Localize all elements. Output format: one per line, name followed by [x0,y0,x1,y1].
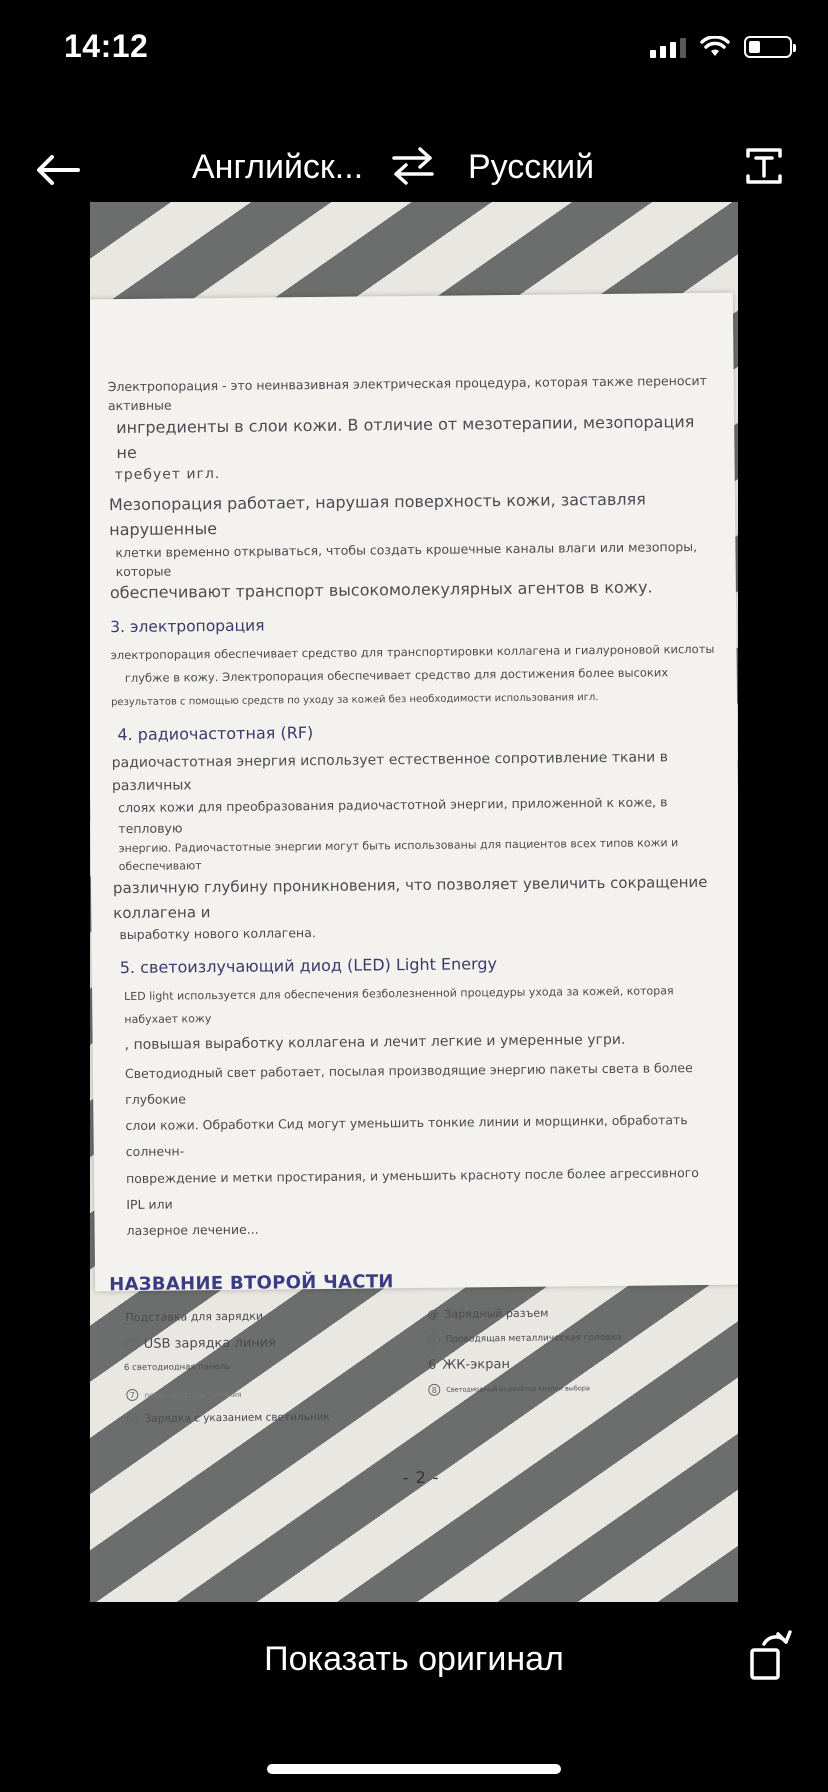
part-item [428,1332,622,1346]
part-label: Проводящая металлическая головка [445,1333,622,1346]
part-item [427,1307,548,1321]
part-item [125,1310,263,1324]
text-line: слоях кожи для преобразования радиочастотной энергии, приложенной к коже, в тепловую [118,794,668,837]
section-heading: 4. радиочастотная (RF) [117,723,314,745]
paragraph-mesoporation [109,487,714,606]
source-language-button[interactable]: Английск... [192,148,364,186]
top-toolbar [0,130,828,210]
part-number: 8 [428,1384,440,1396]
text-line: слои кожи. Обработки Сид могут уменьшить тонкие линии и морщинки, обработать солнечн- [125,1112,688,1160]
part-number: 7 [126,1389,138,1401]
battery-low-icon [744,36,792,58]
show-original-button[interactable]: Показать оригинал [264,1640,564,1678]
part-item [126,1411,329,1425]
document-page [90,293,738,1488]
part-label: Светодиодный индикатор кнопки выбора [446,1384,591,1395]
status-time: 14:12 [64,28,149,64]
text-line: энергию. Радиочастотные энергии могут быть использованы для пациентов всех типов кожи и обеспечивают [118,835,679,873]
text-line: различную глубину проникновения, что позволяет увеличить сокращение коллагена и [112,872,708,922]
part-number: @ [427,1308,439,1322]
text-line: клетки временно открываться, чтобы создать крошечные каналы влаги или мезопоры, которые [115,538,698,580]
part-item [428,1383,590,1397]
rotate-button[interactable] [748,1630,796,1682]
text-line: радиочастотная энергия использует естественное сопротивление ткани в различных [111,749,669,795]
text-line: лазерное лечение... [126,1221,259,1239]
text-line: Электропорация - это неинвазивная электрическая процедура, которая также переносит активные [107,372,707,414]
text-line: глубже в кожу. Электропорация обеспечивает средство для достижения более высоких [124,665,669,686]
text-line: Мезопорация работает, нарушая поверхность кожи, заставляя нарушенные [108,489,646,540]
part-number: 4 [428,1334,440,1346]
signal-bars-icon [650,36,686,58]
part-title: НАЗВАНИЕ ВТОРОЙ ЧАСТИ [109,1271,394,1296]
part-label: USB зарядка линия [143,1335,277,1353]
paragraph-intro [108,371,713,487]
section-heading: 5. светоизлучающий диод (LED) Light Energy [119,954,498,978]
section-text [112,746,718,946]
wifi-icon [700,36,730,58]
translated-text [108,371,724,1491]
part-label: переключатель питания [144,1389,242,1400]
text-line: Светодиодный свет работает, посылая производящие энергию пакеты света в более глубокие [124,1059,693,1107]
part-item [126,1388,241,1401]
part-label: ЖК-экран [442,1357,511,1374]
page-number: - 2 - [402,1468,440,1488]
text-line: электропорация обеспечивает средство для транспортировки коллагена и гиалуроновой кислоты [110,642,715,663]
arrow-left-icon [36,154,80,186]
swap-languages-button[interactable] [390,146,438,194]
part-item [428,1357,510,1373]
text-line: обеспечивают транспорт высокомолекулярных агентов в кожу. [109,577,653,603]
back-button[interactable] [30,146,86,194]
part-item [124,1362,230,1373]
text-line: LED light используется для обеспечения безболезненной процедуры ухода за кожей, которая набухает кожу [124,984,674,1027]
part-item [126,1336,276,1353]
section-text [110,638,715,713]
status-icons [650,36,792,58]
text-line: требует игл. [114,466,221,484]
part-number: 9 [126,1413,138,1425]
section-text [114,979,721,1245]
rotate-page-icon [748,1630,794,1682]
text-mode-button[interactable] [744,146,792,194]
text-line: , повышая выработку коллагена и лечит легкие и умеренные угри. [124,1032,626,1054]
part-label: Подставка для зарядки [125,1309,264,1325]
text-line: ингредиенты в слои кожи. В отличие от мезотерапии, мезопорация не [116,411,695,462]
part-label: 6 светодиодная панель [123,1362,231,1374]
part-number: 3 [126,1339,138,1351]
text-select-icon [744,146,784,186]
home-indicator [267,1764,561,1774]
text-line: результатов с помощью средств по уходу за кожей без необходимости использования игл. [110,692,599,709]
part-label: Зарядка с указанием светильник [144,1411,330,1426]
section-heading: 3. электропорация [110,616,265,637]
target-language-button[interactable]: Русский [468,148,595,186]
part-label: Зарядный разъем [444,1306,549,1322]
parts-list [117,1305,722,1451]
document-photo [90,202,738,1602]
text-line: выработку нового коллагена. [119,925,316,943]
swap-arrows-icon [390,146,436,186]
part-number: 6 [427,1358,437,1374]
status-bar [0,0,828,100]
text-line: повреждение и метки простирания, и уменьшить красноту после более агрессивного IPL или [125,1164,699,1212]
